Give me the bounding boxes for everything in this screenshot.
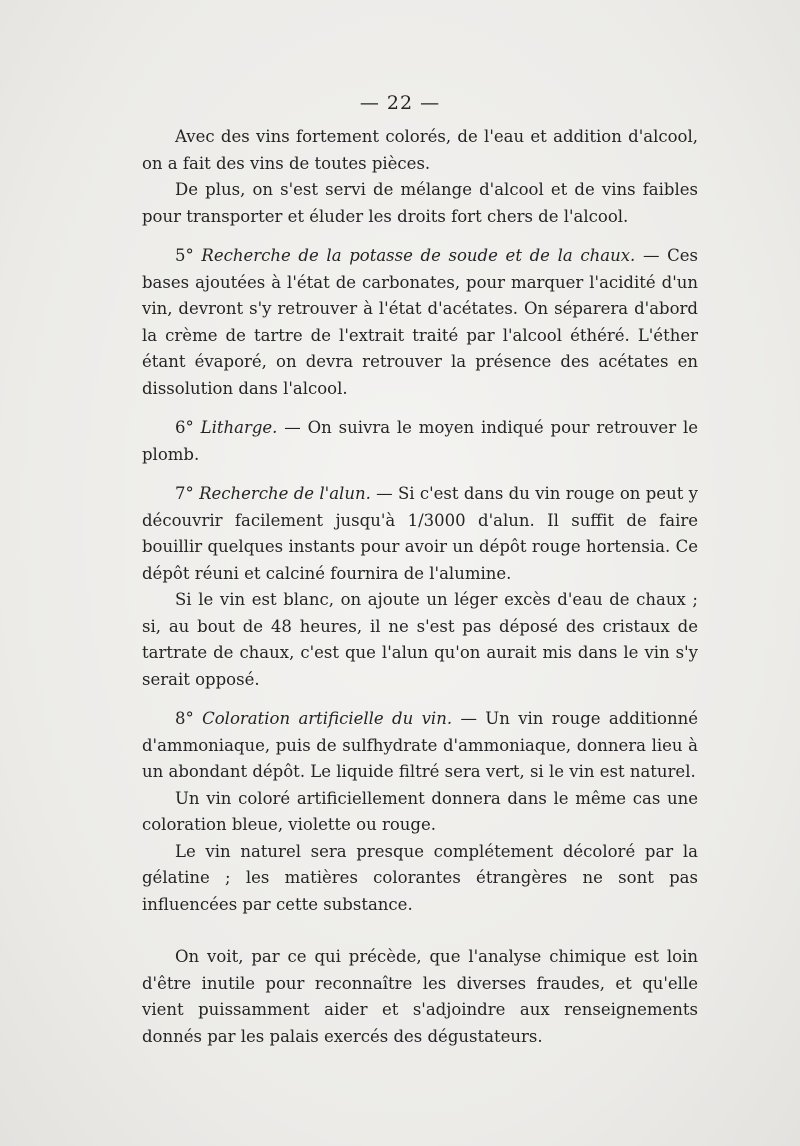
section-6-text: — On suivra le moyen indiqué pour retrouver le plomb.	[142, 418, 698, 464]
paragraph-artificial-color	[142, 786, 698, 839]
paragraph-1-text: Avec des vins fortement colorés, de l'eau et addition d'alcool, on a fait des vins de toutes pièces.	[142, 127, 698, 173]
paragraph-1	[142, 124, 698, 177]
conclusion-paragraph	[142, 944, 698, 1050]
section-6-number: 6°	[175, 418, 194, 437]
paragraph-gelatin	[142, 839, 698, 919]
section-5-paragraph	[142, 243, 698, 402]
paragraph-gelatin-text: Le vin naturel sera presque complétement décoloré par la gélatine ; les matières colorantes étrangères ne sont pas influencées par cette substance.	[142, 841, 698, 914]
section-6-paragraph	[142, 415, 698, 468]
section-7-text: — Si c'est dans du vin rouge on peut y découvrir facilement jusqu'à 1/3000 d'alun. Il suffit de faire bouillir quelques instants pour avoir un dépôt rouge hortensia. Ce dépôt réuni et calciné fournira de l'alumine.	[142, 484, 698, 583]
paragraph-artificial-color-text: Un vin coloré artificiellement donnera dans le même cas une coloration bleue, violette ou rouge.	[142, 788, 698, 834]
conclusion-text: On voit, par ce qui précède, que l'analyse chimique est loin d'être inutile pour reconnaître les diverses fraudes, et qu'elle vient puissamment aider et s'adjoindre aux renseignements donnés par les palais exercés des dégustateurs.	[142, 947, 698, 1046]
section-7-number: 7°	[175, 484, 194, 503]
paragraph-2-text: De plus, on s'est servi de mélange d'alcool et de vins faibles pour transporter et éluder les droits fort chers de l'alcool.	[142, 180, 698, 226]
section-5-title: Recherche de la potasse de soude et de la chaux.	[201, 246, 636, 265]
section-5-text: — Ces bases ajoutées à l'état de carbonates, pour marquer l'acidité d'un vin, devront s'y retrouver à l'état d'acétates. On séparera d'abord la crème de tartre de l'extrait traité par l'alcool éthéré. L'éther étant évaporé, on devra retrouver la présence des acétates en dissolution dans l'alcool.	[142, 246, 698, 398]
paragraph-white-wine-text: Si le vin est blanc, on ajoute un léger excès d'eau de chaux ; si, au bout de 48 heures, il ne s'est pas déposé des cristaux de tartrate de chaux, c'est que l'alun qu'on aurait mis dans le vin s'y serait opposé.	[142, 590, 698, 689]
section-5-number: 5°	[175, 246, 194, 265]
paragraph-2	[142, 177, 698, 230]
page-number: — 22 —	[359, 92, 441, 114]
section-6-title: Litharge.	[200, 418, 278, 437]
section-8-text: — Un vin rouge additionné d'ammoniaque, puis de sulfhydrate d'ammoniaque, donnera lieu à un abondant dépôt. Le liquide filtré sera vert, si le vin est naturel.	[142, 709, 699, 781]
body-text	[142, 124, 698, 1050]
paragraph-white-wine	[142, 587, 698, 693]
section-8-title: Coloration artificielle du vin.	[202, 709, 453, 728]
section-8-paragraph	[142, 706, 698, 786]
section-7-title: Recherche de l'alun.	[199, 484, 371, 503]
section-8-number: 8°	[175, 709, 194, 728]
section-7-paragraph	[142, 481, 698, 587]
